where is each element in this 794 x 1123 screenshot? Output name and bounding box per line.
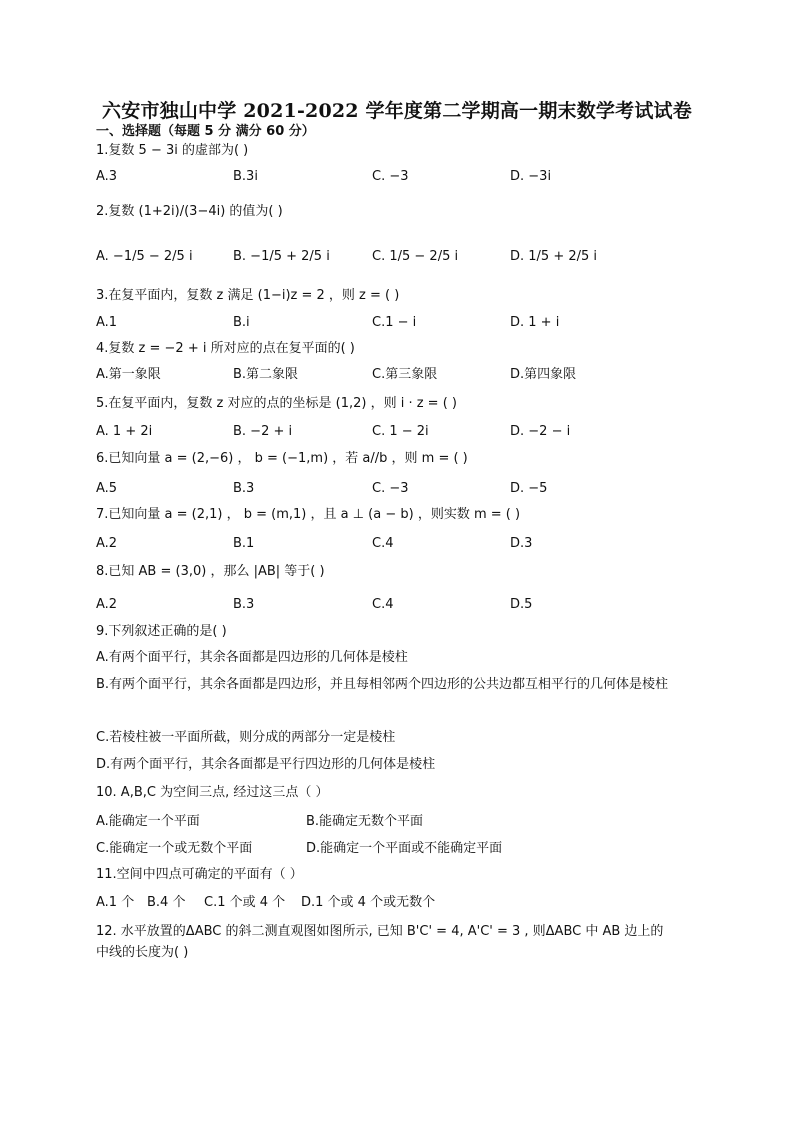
option-c: C.1 个或 4 个 bbox=[204, 895, 286, 910]
section-heading: 一、选择题（每题 5 分 满分 60 分） bbox=[96, 124, 315, 139]
option-a: A. −1/5 − 2/5 i bbox=[96, 249, 193, 264]
option-b: B.4 个 bbox=[147, 895, 186, 910]
question-10: 10. A,B,C 为空间三点, 经过这三点（ ） bbox=[96, 785, 329, 800]
question-3: 3.在复平面内，复数 z 满足 (1−i)z = 2 ，则 z = ( ) bbox=[96, 288, 400, 303]
question-5: 5.在复平面内，复数 z 对应的点的坐标是 (1,2) ，则 i · z = ( ) bbox=[96, 396, 457, 411]
option-d: D.3 bbox=[510, 536, 533, 551]
option-b: B.i bbox=[233, 315, 250, 330]
option-b: B.3 bbox=[233, 481, 255, 496]
option-c: C.4 bbox=[372, 536, 394, 551]
option-b: B.3i bbox=[233, 169, 258, 184]
option-b: B.第二象限 bbox=[233, 367, 299, 382]
option-b: B.能确定无数个平面 bbox=[306, 814, 424, 829]
question-4: 4.复数 z = −2 + i 所对应的点在复平面的( ) bbox=[96, 341, 355, 356]
option-d: D.第四象限 bbox=[510, 367, 577, 382]
option-c: C.1 − i bbox=[372, 315, 417, 330]
option-a: A.第一象限 bbox=[96, 367, 161, 382]
question-2: 2.复数 (1+2i)/(3−4i) 的值为( ) bbox=[96, 204, 283, 219]
question-1: 1.复数 5 − 3i 的虚部为( ) bbox=[96, 143, 249, 158]
option-a: A.5 bbox=[96, 481, 118, 496]
option-d: D. −2 − i bbox=[510, 424, 571, 439]
option-b: B.1 bbox=[233, 536, 255, 551]
option-d: D. 1 + i bbox=[510, 315, 560, 330]
question-9: 9.下列叙述正确的是( ) bbox=[96, 624, 227, 639]
option-a: A.1 bbox=[96, 315, 118, 330]
question-7: 7.已知向量 a = (2,1) ， b = (m,1) ，且 a ⊥ (a − b) ，则实数 m = ( ) bbox=[96, 507, 521, 522]
option-a: A.能确定一个平面 bbox=[96, 814, 200, 829]
question-8: 8.已知 AB = (3,0) ，那么 |AB| 等于( ) bbox=[96, 564, 325, 579]
option-c: C. −3 bbox=[372, 169, 409, 184]
option-a: A. 1 + 2i bbox=[96, 424, 153, 439]
question-9-option-a: A.有两个面平行，其余各面都是四边形的几何体是棱柱 bbox=[96, 650, 408, 665]
question-9-option-b: B.有两个面平行，其余各面都是四边形，并且每相邻两个四边形的公共边都互相平行的几何体是棱柱 bbox=[96, 677, 669, 692]
page-title: 六安市独山中学 2021-2022 学年度第二学期高一期末数学考试试卷 bbox=[102, 100, 692, 122]
option-b: B. −2 + i bbox=[233, 424, 293, 439]
question-12-continued: 中线的长度为( ) bbox=[96, 945, 189, 960]
question-9-option-c: C.若棱柱被一平面所截，则分成的两部分一定是棱柱 bbox=[96, 730, 396, 745]
option-c: C. 1/5 − 2/5 i bbox=[372, 249, 459, 264]
option-d: D. −3i bbox=[510, 169, 552, 184]
question-9-option-d: D.有两个面平行，其余各面都是平行四边形的几何体是棱柱 bbox=[96, 757, 436, 772]
option-c: C.第三象限 bbox=[372, 367, 438, 382]
question-11: 11.空间中四点可确定的平面有（ ） bbox=[96, 867, 303, 882]
option-d: D.5 bbox=[510, 597, 533, 612]
option-a: A.1 个 bbox=[96, 895, 135, 910]
option-a: A.3 bbox=[96, 169, 118, 184]
option-b: B.3 bbox=[233, 597, 255, 612]
option-d: D.能确定一个平面或不能确定平面 bbox=[306, 841, 503, 856]
option-d: D.1 个或 4 个或无数个 bbox=[301, 895, 436, 910]
option-d: D. −5 bbox=[510, 481, 548, 496]
option-c: C. −3 bbox=[372, 481, 409, 496]
option-a: A.2 bbox=[96, 536, 118, 551]
question-6: 6.已知向量 a = (2,−6) ， b = (−1,m) ，若 a//b ，则 m = ( ) bbox=[96, 451, 468, 466]
option-c: C.能确定一个或无数个平面 bbox=[96, 841, 253, 856]
question-12: 12. 水平放置的ΔABC 的斜二测直观图如图所示, 已知 B'C' = 4, A'C' = 3 , 则ΔABC 中 AB 边上的 bbox=[96, 924, 664, 939]
option-a: A.2 bbox=[96, 597, 118, 612]
option-b: B. −1/5 + 2/5 i bbox=[233, 249, 330, 264]
option-c: C.4 bbox=[372, 597, 394, 612]
option-c: C. 1 − 2i bbox=[372, 424, 429, 439]
option-d: D. 1/5 + 2/5 i bbox=[510, 249, 598, 264]
